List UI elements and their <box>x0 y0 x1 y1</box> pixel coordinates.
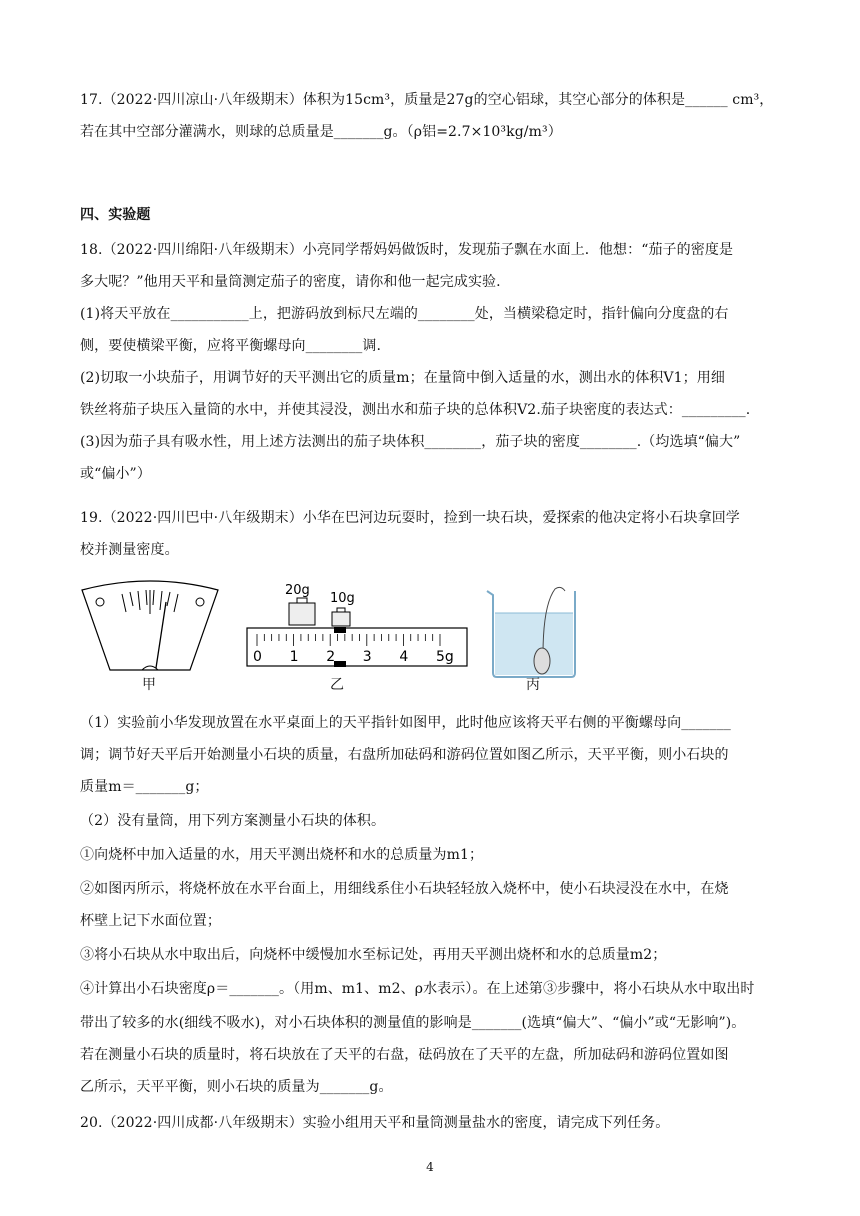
page-number: 4 <box>426 1160 434 1174</box>
q19-line-10: ③将小石块从水中取出后，向烧杯中缓慢加水至标记处，再用天平测出烧杯和水的总质量m2； <box>80 947 667 963</box>
q19-line-13: 若在测量小石块的质量时，将石块放在了天平的右盘，砝码放在了天平的左盘，所加砝码和游码位置如图 <box>80 1047 729 1063</box>
q18-line-3: (1)将天平放在___________上，把游码放到标尺左端的________处，当横梁稳定时，指针偏向分度盘的右 <box>80 306 729 322</box>
q19-line-6: （2）没有量筒，用下列方案测量小石块的体积。 <box>80 813 386 829</box>
q19-line-1: 19.（2022·四川巴中·八年级期末）小华在巴河边玩耍时，捡到一块石块，爱探索的他决定将小石块拿回学 <box>80 510 740 526</box>
q19-line-7: ①向烧杯中加入适量的水，用天平测出烧杯和水的总质量为m1； <box>80 847 484 863</box>
scale-tick-label: 2 <box>326 649 336 665</box>
q17-line-2: 若在其中空部分灌满水，则球的总质量是_______g。（ρ铝=2.7×10³kg/m³） <box>80 124 562 140</box>
caption-yi: 乙 <box>330 677 344 693</box>
q17-line-1: 17.（2022·四川凉山·八年级期末）体积为15cm³，质量是27g的空心铝球，其空心部分的体积是______ cm³， <box>80 92 774 108</box>
weight-10g-label: 10g <box>330 591 355 606</box>
weight-20g-label: 20g <box>285 583 310 598</box>
caption-jia: 甲 <box>142 677 156 693</box>
q19-line-14: 乙所示，天平平衡，则小石块的质量为_______g。 <box>80 1079 393 1095</box>
q19-line-4: 调；调节好天平后开始测量小石块的质量，右盘所加砝码和游码位置如图乙所示，天平平衡，则小石块的 <box>80 747 729 763</box>
q19-line-5: 质量m＝_______g； <box>80 779 209 795</box>
scale-tick-label: 1 <box>289 649 299 665</box>
q20-line-1: 20.（2022·四川成都·八年级期末）实验小组用天平和量筒测量盐水的密度，请完成下列任务。 <box>80 1115 670 1131</box>
q19-line-9: 杯壁上记下水面位置； <box>80 913 221 929</box>
scale-tick-label: 4 <box>399 649 409 665</box>
scale-tick-label: 0 <box>253 649 262 665</box>
q19-line-8: ②如图丙所示，将烧杯放在水平台面上，用细线系住小石块轻轻放入烧杯中，使小石块浸没在水中，在烧 <box>80 881 729 897</box>
q19-line-11: ④计算出小石块密度ρ＝_______。（用m、m1、m2、ρ水表示）。在上述第③步骤中，将小石块从水中取出时 <box>80 981 755 997</box>
beaker-figure <box>485 585 585 680</box>
q19-line-12: 带出了较多的水(细线不吸水)，对小石块体积的测量值的影响是_______(选填“偏大”、“偏小”或“无影响”)。 <box>80 1015 746 1031</box>
scale-tick-label: 3 <box>362 649 372 665</box>
scale-tick-label: 5g <box>436 649 454 665</box>
caption-bing: 丙 <box>526 677 540 693</box>
q19-line-3: （1）实验前小华发现放置在水平桌面上的天平指针如图甲，此时他应该将天平右侧的平衡螺母向_______ <box>80 715 731 731</box>
q18-line-4: 侧，要使横梁平衡，应将平衡螺母向________调. <box>80 338 382 354</box>
figure-row <box>80 580 600 700</box>
weights-scale-figure <box>245 580 470 680</box>
q18-line-8: 或“偏小”） <box>80 466 151 482</box>
q18-line-5: (2)切取一小块茄子，用调节好的天平测出它的质量m；在量筒中倒入适量的水，测出水的体积V1；用细 <box>80 370 725 386</box>
q18-line-2: 多大呢？”他用天平和量筒测定茄子的密度，请你和他一起完成实验. <box>80 274 501 290</box>
q18-line-7: (3)因为茄子具有吸水性，用上述方法测出的茄子块体积________，茄子块的密度________.（均选填“偏大” <box>80 434 741 450</box>
q18-line-1: 18.（2022·四川绵阳·八年级期末）小亮同学帮妈妈做饭时，发现茄子飘在水面上．他想：“茄子的密度是 <box>80 242 734 258</box>
section-heading: 四、实验题 <box>80 207 151 223</box>
q19-line-2: 校并测量密度。 <box>80 542 179 558</box>
q18-line-6: 铁丝将茄子块压入量筒的水中，并使其浸没，测出水和茄子块的总体积V2.茄子块密度的表达式：_________. <box>80 402 751 418</box>
